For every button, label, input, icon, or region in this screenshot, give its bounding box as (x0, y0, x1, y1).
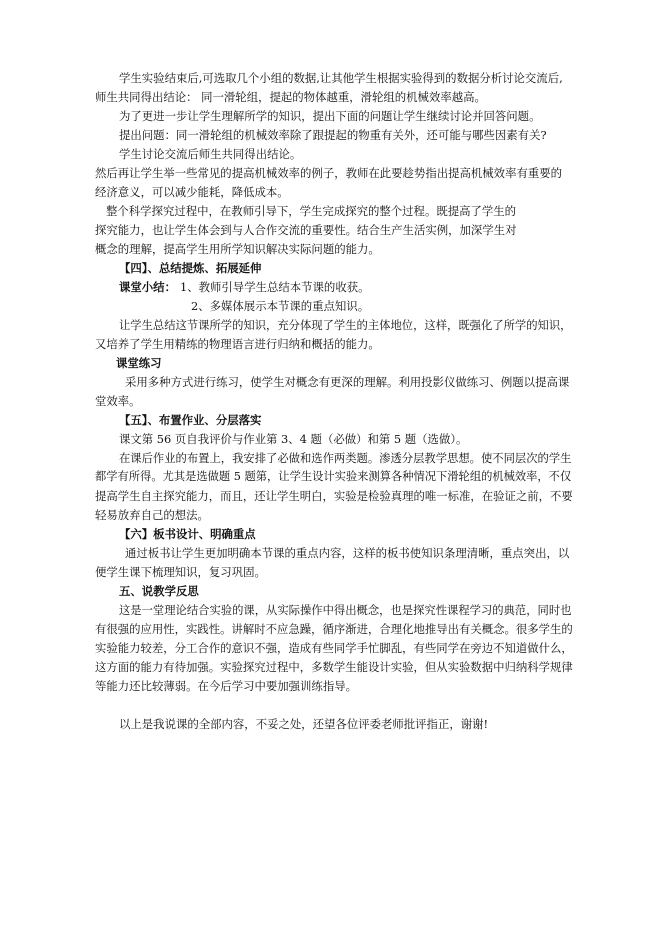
paragraph-line: 经济意义，可以减少能耗，降低成本。 (95, 185, 289, 199)
paragraph-line: 在课后作业的布置上，我安排了必做和选作两类题。渗透分层教学思想。使不同层次的学生 (119, 451, 572, 465)
paragraph-line: 有很强的应用性，实践性。讲解时不应急躁，循序渐进，合理化地推导出有关概念。很多学生的 (95, 622, 573, 636)
paragraph-line: 概念的理解，提高学生用所学知识解决实际问题的能力。 (95, 242, 380, 256)
paragraph-line: 让学生总结这节课所学的知识，充分体现了学生的主体地位，这样，既强化了所学的知识， (119, 318, 572, 332)
section-heading-6: 【六】板书设计、明确重点 (119, 527, 256, 541)
class-practice-heading: 课堂练习 (116, 356, 162, 370)
paragraph-line: 通过板书让学生更加明确本节课的重点内容，这样的板书使知识条理清晰，重点突出，以 (125, 546, 570, 560)
section-heading-4: 【四】、总结提炼、拓展延伸 (119, 261, 262, 275)
class-summary-label: 课堂小结： (119, 280, 176, 294)
paragraph-line: 课文第 56 页自我评价与作业第 3、4 题（必做）和第 5 题（选做）。 (119, 432, 468, 446)
paragraph-line: 又培养了学生用精练的物理语言进行归纳和概括的能力。 (95, 337, 380, 351)
paragraph-line: 学生讨论交流后师生共同得出结论。 (119, 147, 302, 161)
paragraph-line: 整个科学探究过程中，在教师引导下，学生完成探究的整个过程。既提高了学生的 (106, 204, 517, 218)
summary-item: 1、教师引导学生总结本节课的收获。 (180, 280, 370, 294)
paragraph-line: 等能力还比较薄弱。在今后学习中要加强训练指导。 (95, 679, 357, 693)
paragraph-line: 然后再让学生举一些常见的提高机械效率的例子，教师在此要趁势指出提高机械效率有重要的 (95, 166, 563, 180)
paragraph-line: 为了更进一步让学生理解所学的知识，提出下面的问题让学生继续讨论并回答问题。 (119, 109, 541, 123)
summary-item: 2、多媒体展示本节课的重点知识。 (191, 299, 370, 313)
paragraph-line: 轻易放弃自己的想法。 (95, 508, 209, 522)
paragraph-line: 提高学生自主探究能力，而且，还让学生明白，实验是检验真理的唯一标准，在验证之前，不要 (95, 489, 573, 503)
closing-line: 以上是我说课的全部内容，不妥之处，还望各位评委老师批评指正，谢谢! (119, 717, 489, 731)
section-heading-reflection: 五、说教学反思 (119, 584, 199, 598)
paragraph-line: 这方面的能力有待加强。实验探究过程中，多数学生能设计实验，但从实验数据中归纳科学规律 (95, 660, 573, 674)
paragraph-line: 采用多种方式进行练习，使学生对概念有更深的理解。利用投影仪做练习、例题以提高课 (125, 375, 570, 389)
paragraph-line: 提出问题：同一滑轮组的机械效率除了跟提起的物重有关外，还可能与哪些因素有关? (119, 128, 547, 142)
paragraph-line: 堂效率。 (95, 394, 141, 408)
paragraph-line: 探究能力，也让学生体会到与人合作交流的重要性。结合生产生活实例，加深学生对 (95, 223, 517, 237)
paragraph-line: 师生共同得出结论： 同一滑轮组，提起的物体越重，滑轮组的机械效率越高。 (95, 90, 486, 104)
paragraph-line: 学生实验结束后,可选取几个小组的数据,让其他学生根据实验得到的数据分析讨论交流后, (119, 71, 563, 85)
paragraph-line: 都学有所得。尤其是选做题 5 题第，让学生设计实验来测算各种情况下滑轮组的机械效率，不仅 (95, 470, 572, 483)
paragraph-line: 这是一堂理论结合实验的课，从实际操作中得出概念，也是探究性课程学习的典范，同时也 (119, 603, 572, 617)
paragraph-line: 实验能力较差，分工合作的意识不强，造成有些同学手忙脚乱，有些同学在旁边不知道做什么， (95, 641, 573, 655)
paragraph-line: 便学生课下梳理知识，复习巩固。 (95, 565, 266, 579)
section-heading-5: 【五】、布置作业、分层落实 (119, 413, 262, 427)
